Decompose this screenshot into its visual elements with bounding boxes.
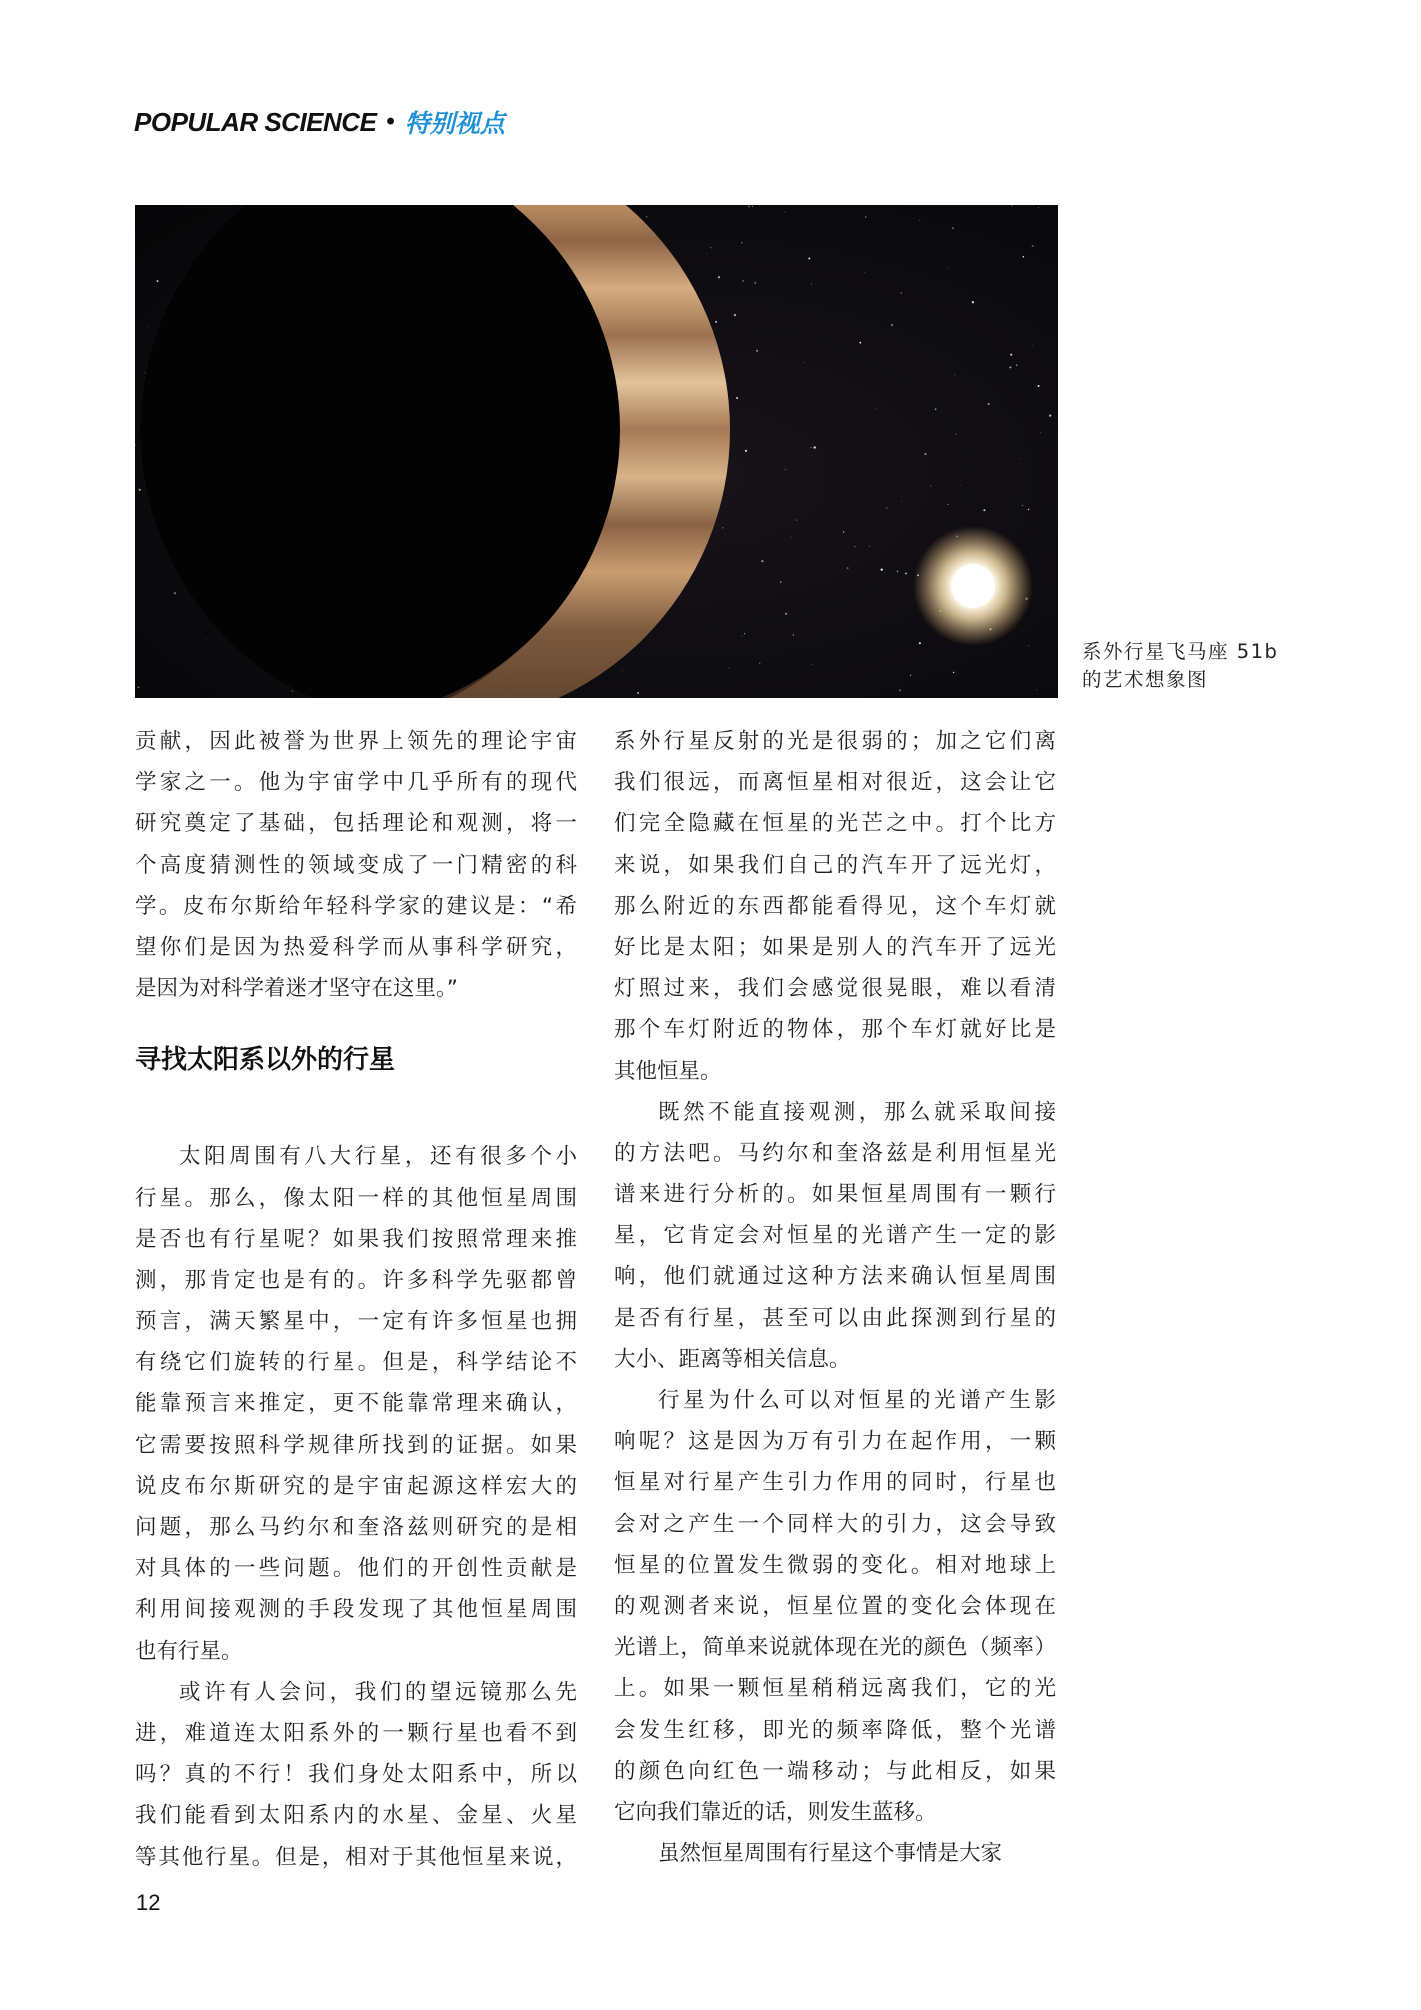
star bbox=[1028, 645, 1029, 646]
star bbox=[955, 434, 956, 435]
star bbox=[759, 663, 760, 664]
star bbox=[905, 572, 907, 574]
text-line: 系外行星反射的光是很弱的；加之它们离 bbox=[614, 729, 1056, 754]
paragraph bbox=[614, 721, 1056, 1092]
text-line: 或许有人会问，我们的望远镜那么先 bbox=[179, 1679, 577, 1705]
star bbox=[869, 546, 870, 547]
star bbox=[897, 571, 899, 573]
text-line: 们完全隐藏在恒星的光芒之中。打个比方 bbox=[614, 811, 1056, 837]
star bbox=[1040, 432, 1041, 433]
paragraph bbox=[135, 1136, 577, 1671]
text-line: 对具体的一些问题。他们的开创性贡献是 bbox=[135, 1556, 577, 1582]
section-heading: 寻找太阳系以外的行星 bbox=[135, 1045, 396, 1076]
star bbox=[785, 212, 786, 213]
star bbox=[972, 301, 974, 303]
text-line: 贡献，因此被誉为世界上领先的理论宇宙 bbox=[135, 729, 577, 754]
star bbox=[1009, 366, 1011, 368]
text-line: 问题，那么马约尔和奎洛兹则研究的是相 bbox=[135, 1515, 577, 1540]
paragraph bbox=[614, 1380, 1056, 1833]
text-line: 大小、距离等相关信息。 bbox=[614, 1346, 851, 1372]
text-line: 行星为什么可以对恒星的光谱产生影 bbox=[658, 1388, 1056, 1413]
star bbox=[745, 450, 747, 452]
star bbox=[736, 397, 738, 399]
star bbox=[1011, 205, 1012, 206]
star bbox=[292, 690, 293, 691]
page-number: 12 bbox=[136, 1890, 161, 1915]
paragraph bbox=[135, 721, 577, 1009]
star bbox=[864, 272, 865, 273]
text-line: 光谱上，简单来说就体现在光的颜色（频率） bbox=[614, 1635, 1056, 1661]
star bbox=[734, 314, 736, 316]
text-line: 学家之一。他为宇宙学中几乎所有的现代 bbox=[135, 770, 577, 796]
text-line: 会对之产生一个同样大的引力，这会导致 bbox=[614, 1511, 1056, 1537]
star bbox=[952, 227, 954, 229]
star bbox=[138, 687, 140, 689]
text-line: 能靠预言来推定，更不能靠常理来确认， bbox=[135, 1391, 577, 1417]
text-line: 进，难道连太阳系外的一颗行星也看不到 bbox=[135, 1720, 577, 1746]
text-line: 我们能看到太阳系内的水星、金星、火星 bbox=[135, 1803, 577, 1829]
exoplanet-illustration bbox=[135, 205, 1058, 698]
text-line: 它需要按照科学规律所找到的证据。如果 bbox=[135, 1432, 577, 1458]
star bbox=[899, 689, 901, 691]
space-scene bbox=[135, 205, 1058, 698]
text-line: 吗？真的不行！我们身处太阳系中，所以 bbox=[135, 1762, 577, 1788]
star bbox=[622, 670, 623, 671]
text-line: 响，他们就通过这种方法来确认恒星周围 bbox=[614, 1264, 1056, 1290]
star bbox=[948, 268, 949, 269]
star bbox=[756, 350, 758, 352]
star bbox=[722, 527, 723, 528]
star bbox=[814, 446, 816, 448]
star bbox=[157, 280, 159, 282]
caption-line: 的艺术想象图 bbox=[1082, 668, 1209, 691]
star bbox=[808, 258, 810, 260]
paragraph bbox=[614, 1833, 1056, 1874]
text-line: 个高度猜测性的领域变成了一门精密的科 bbox=[135, 852, 577, 878]
star bbox=[752, 206, 753, 207]
star bbox=[754, 282, 756, 284]
text-line: 的观测者来说，恒星位置的变化会体现在 bbox=[614, 1593, 1056, 1619]
text-line: 学。皮布尔斯给年轻科学家的建议是：“希 bbox=[135, 893, 577, 919]
left-column bbox=[135, 721, 577, 1878]
star bbox=[790, 537, 791, 538]
star bbox=[901, 501, 902, 502]
text-line: 我们很远，而离恒星相对很近，这会让它 bbox=[614, 770, 1056, 796]
star bbox=[710, 247, 711, 248]
text-line: 研究奠定了基础，包括理论和观测，将一 bbox=[135, 811, 577, 837]
star bbox=[919, 220, 920, 221]
section-title: 特别视点 bbox=[404, 109, 505, 138]
star bbox=[780, 581, 781, 582]
star bbox=[793, 634, 794, 635]
star bbox=[646, 216, 647, 217]
star bbox=[206, 639, 207, 640]
text-line: 望你们是因为热爱科学而从事科学研究， bbox=[135, 934, 577, 960]
star bbox=[811, 284, 812, 285]
text-line: 星，它肯定会对恒星的光谱产生一定的影 bbox=[614, 1223, 1056, 1249]
text-line: 太阳周围有八大行星，还有很多个小 bbox=[179, 1144, 577, 1170]
star bbox=[924, 453, 926, 455]
text-line: 利用间接观测的手段发现了其他恒星周围 bbox=[135, 1597, 577, 1623]
text-line: 谱来进行分析的。如果恒星周围有一颗行 bbox=[614, 1182, 1056, 1208]
text-line: 有绕它们旋转的行星。但是，科学结论不 bbox=[135, 1350, 577, 1376]
header-separator: • bbox=[386, 108, 395, 135]
text-line: 响呢？这是因为万有引力在起作用，一颗 bbox=[614, 1429, 1056, 1455]
text-line: 那么附近的东西都能看得见，这个车灯就 bbox=[614, 893, 1056, 919]
star bbox=[875, 408, 876, 409]
star bbox=[718, 276, 720, 278]
text-line: 上。如果一颗恒星稍稍远离我们，它的光 bbox=[614, 1676, 1056, 1702]
text-line: 行星。那么，像太阳一样的其他恒星周围 bbox=[135, 1185, 577, 1211]
figure-caption bbox=[1082, 638, 1352, 694]
star bbox=[1032, 245, 1034, 247]
magazine-brand: POPULAR SCIENCE bbox=[134, 106, 377, 137]
star bbox=[843, 531, 845, 533]
star bbox=[855, 546, 856, 547]
star bbox=[785, 613, 787, 615]
star bbox=[881, 568, 883, 570]
star bbox=[865, 216, 866, 217]
star bbox=[1036, 689, 1037, 690]
star bbox=[1023, 256, 1024, 257]
paragraph bbox=[614, 1092, 1056, 1380]
star bbox=[748, 206, 749, 207]
star bbox=[847, 567, 849, 569]
star bbox=[901, 292, 902, 293]
text-line: 既然不能直接观测，那么就采取间接 bbox=[658, 1099, 1056, 1125]
text-line: 其他恒星。 bbox=[614, 1058, 722, 1084]
star bbox=[1022, 505, 1023, 506]
text-line: 测，那肯定也是有的。许多科学先驱都曾 bbox=[135, 1267, 577, 1293]
text-line: 那个车灯附近的物体，那个车灯就好比是 bbox=[614, 1017, 1056, 1043]
text-line: 的颜色向红色一端移动；与此相反，如果 bbox=[614, 1758, 1056, 1784]
star bbox=[1010, 354, 1012, 356]
star bbox=[983, 509, 985, 511]
star bbox=[960, 485, 961, 486]
star bbox=[729, 668, 730, 669]
text-line: 是否也有行星呢？如果我们按照常理来推 bbox=[135, 1226, 577, 1252]
text-line: 是因为对科学着迷才坚守在这里。” bbox=[135, 976, 458, 1002]
star bbox=[744, 633, 745, 634]
star bbox=[954, 374, 955, 375]
star bbox=[948, 504, 949, 505]
star bbox=[1020, 458, 1021, 459]
star bbox=[147, 326, 148, 327]
text-line: 会发生红移，即光的频率降低，整个光谱 bbox=[614, 1717, 1056, 1743]
star bbox=[715, 321, 717, 323]
text-line: 说皮布尔斯研究的是宇宙起源这样宏大的 bbox=[135, 1473, 577, 1499]
star bbox=[1038, 207, 1039, 208]
star bbox=[761, 560, 763, 562]
star bbox=[810, 447, 811, 448]
text-line: 的方法吧。马约尔和奎洛兹是利用恒星光 bbox=[614, 1140, 1056, 1166]
running-header bbox=[134, 102, 505, 142]
text-line: 也有行星。 bbox=[135, 1638, 243, 1664]
star bbox=[804, 362, 805, 363]
text-line: 它向我们靠近的话，则发生蓝移。 bbox=[614, 1799, 937, 1825]
star bbox=[1038, 385, 1040, 387]
star bbox=[707, 254, 708, 255]
caption-line: 系外行星飞马座 51b bbox=[1082, 640, 1279, 663]
star bbox=[741, 635, 742, 636]
text-line: 是否有行星，甚至可以由此探测到行星的 bbox=[614, 1305, 1056, 1331]
star bbox=[785, 469, 786, 470]
star bbox=[741, 242, 743, 244]
text-line: 等其他行星。但是，相对于其他恒星来说， bbox=[135, 1844, 577, 1870]
star bbox=[930, 485, 931, 486]
right-column bbox=[614, 721, 1056, 1874]
star bbox=[637, 692, 639, 694]
star bbox=[174, 592, 176, 594]
star bbox=[1028, 509, 1029, 510]
star bbox=[739, 208, 740, 209]
text-line: 恒星对行星产生引力作用的同时，行星也 bbox=[614, 1470, 1056, 1496]
star bbox=[919, 642, 921, 644]
star bbox=[1034, 292, 1035, 293]
star bbox=[953, 672, 954, 673]
text-line: 灯照过来，我们会感觉很晃眼，难以看清 bbox=[614, 976, 1056, 1002]
star bbox=[859, 342, 861, 344]
star bbox=[139, 489, 141, 491]
star bbox=[886, 507, 888, 509]
text-line: 虽然恒星周围有行星这个事情是大家 bbox=[658, 1841, 1003, 1867]
text-line: 来说，如果我们自己的汽车开了远光灯， bbox=[614, 852, 1056, 878]
star bbox=[1016, 365, 1017, 366]
star bbox=[742, 280, 744, 282]
star bbox=[706, 275, 707, 276]
star bbox=[988, 403, 990, 405]
star bbox=[1049, 414, 1051, 416]
star bbox=[891, 324, 893, 326]
paragraph bbox=[135, 1672, 577, 1878]
star bbox=[935, 409, 936, 410]
star bbox=[1032, 345, 1033, 346]
star bbox=[910, 675, 911, 676]
text-line: 预言，满天繁星中，一定有许多恒星也拥 bbox=[135, 1309, 577, 1335]
star bbox=[812, 664, 813, 665]
text-line: 好比是太阳；如果是别人的汽车开了远光 bbox=[614, 934, 1056, 960]
star bbox=[796, 520, 797, 521]
text-line: 恒星的位置发生微弱的变化。相对地球上 bbox=[614, 1552, 1056, 1578]
